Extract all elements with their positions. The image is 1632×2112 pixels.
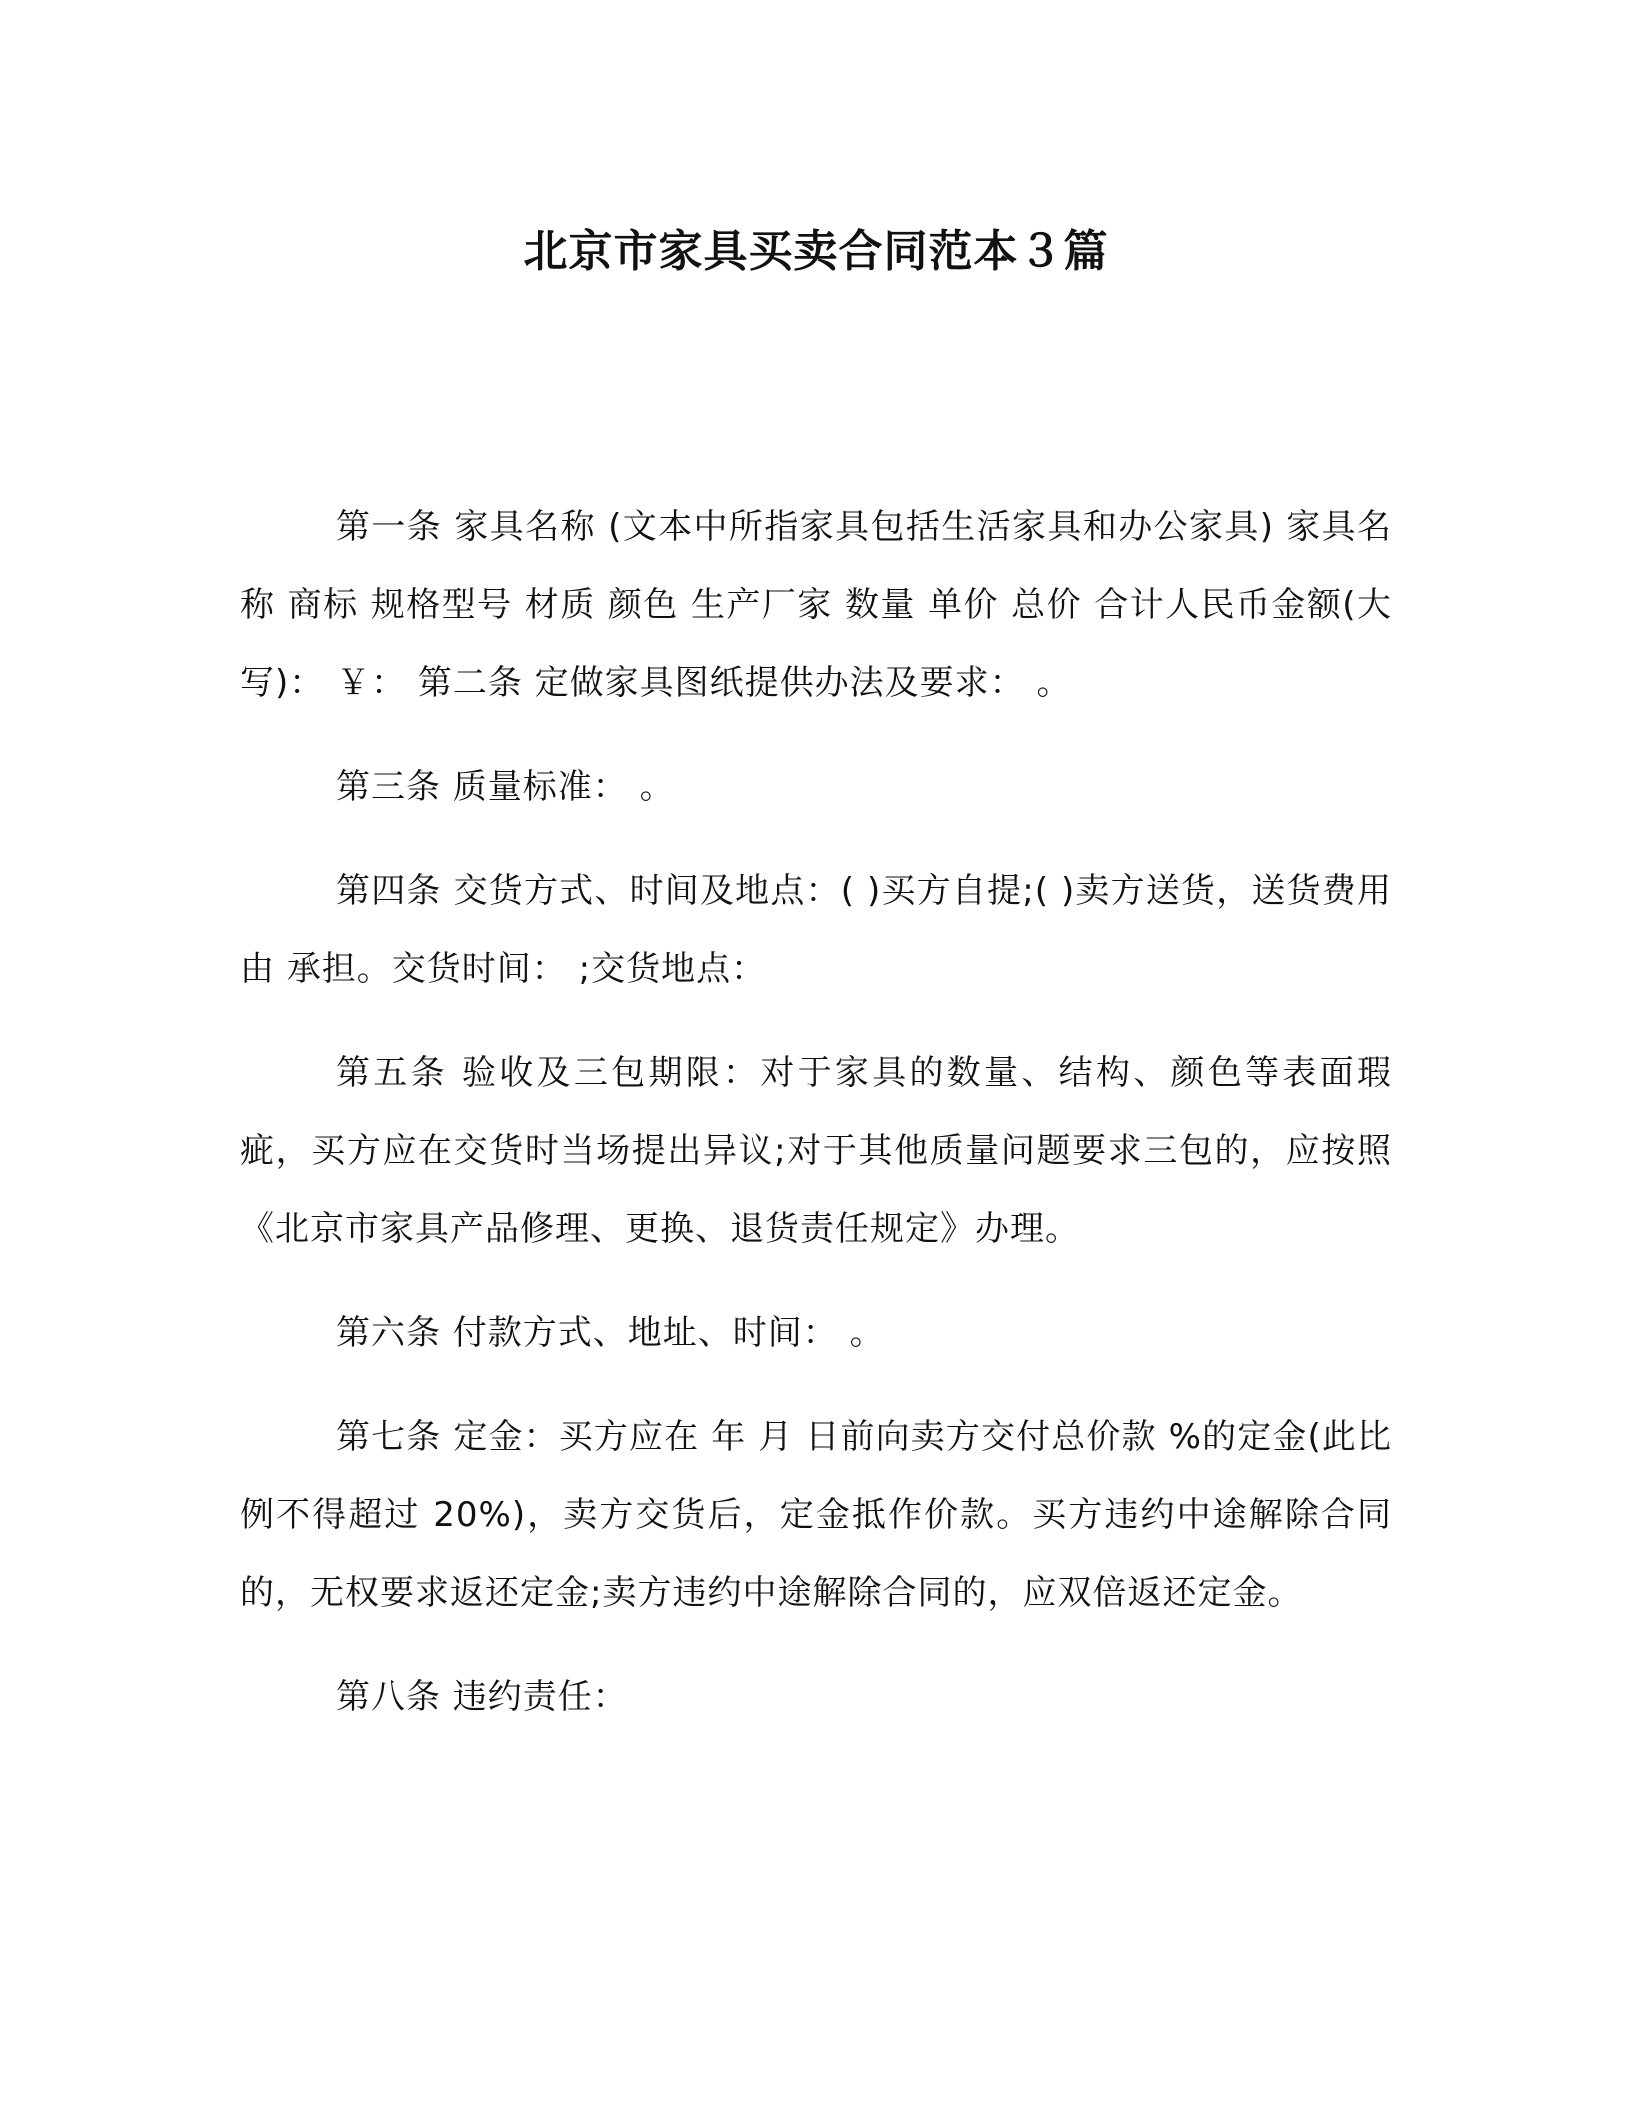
clause-8-paragraph: 第八条 违约责任： [336,1677,628,1717]
document-body [240,488,1392,1762]
clause-7-paragraph: 第七条 定金：买方应在 年 月 日前向卖方交付总价款 %的定金(此比例不得超过 20%)，卖方交货后，定金抵作价款。买方违约中途解除合同的，无权要求返还定金;卖方违约中途解除合同的，应双倍返还定金。 [240,1417,1392,1613]
document-title: 北京市家具买卖合同范本３篇 [523,226,1109,277]
clause-1-paragraph: 第一条 家具名称 (文本中所指家具包括生活家具和办公家具) 家具名称 商标 规格型号 材质 颜色 生产厂家 数量 单价 总价 合计人民币金额(大写)： ￥： 第二条 定做家具图纸提供办法及要求： 。 [240,507,1392,703]
clause-3-paragraph: 第三条 质量标准： 。 [336,767,675,807]
clause-4-paragraph: 第四条 交货方式、时间及地点：( )买方自提;( )卖方送货，送货费用由 承担。交货时间： ;交货地点： [240,871,1392,989]
clause-6-paragraph: 第六条 付款方式、地址、时间： 。 [336,1313,885,1353]
clause-5-paragraph: 第五条 验收及三包期限：对于家具的数量、结构、颜色等表面瑕疵，买方应在交货时当场提出异议;对于其他质量问题要求三包的，应按照《北京市家具产品修理、更换、退货责任规定》办理。 [240,1053,1392,1249]
